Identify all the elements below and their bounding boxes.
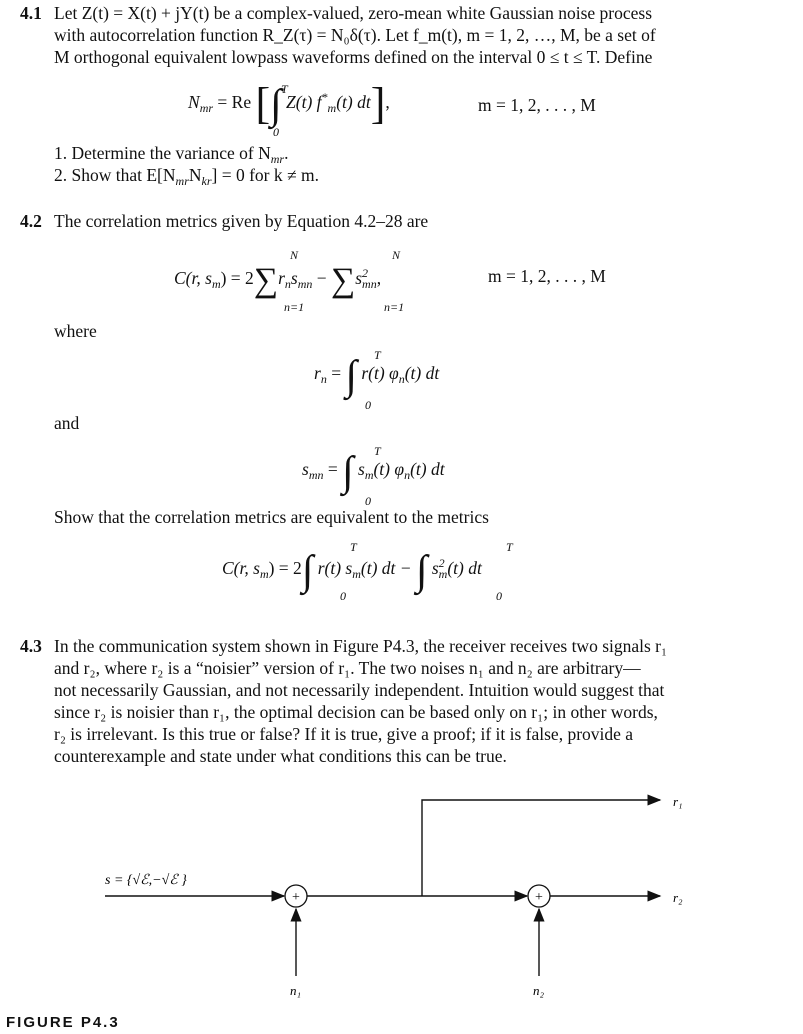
equation-nmr-range: m = 1, 2, . . . , M (478, 95, 596, 115)
problem-4-3-line4: since r₂ is noisier than r₁, the optimal decision can be based only on r₁; in other words, (54, 702, 658, 722)
noise-n1-label: n₁ (290, 983, 302, 998)
problem-4-1-item2: 2. Show that $E[N_{mr}N_{kr}] = 0$ for k ≠ m. (54, 165, 319, 188)
and-label: and (54, 413, 80, 433)
output-r1-label: r₁ (673, 794, 683, 809)
where-label: where (54, 321, 97, 341)
metric-integral2-lower: 0 (496, 589, 502, 603)
equation-metric-integral: C(r, $s_m) = 2\int$ r(t) $s_m(t)$ dt − ∫ $s^2_m(t)$ dt (222, 548, 482, 594)
problem-4-3-line3: not necessarily Gaussian, and not necessarily independent. Intuition would suggest that (54, 680, 665, 700)
problem-number-4-2: 4.2 (20, 211, 42, 231)
integral-lower-limit: 0 (273, 125, 279, 139)
problem-4-1-line1: Let Z(t) = X(t) + jY(t) be a complex-valued, zero-mean white Gaussian noise process (54, 3, 652, 23)
problem-4-2-intro: The correlation metrics given by Equation 4.2–28 are (54, 211, 429, 231)
rn-integral-upper: T (374, 348, 381, 362)
sum1-lower: n=1 (284, 300, 305, 314)
problem-4-1-text (54, 2, 754, 68)
smn-integral-lower: 0 (365, 494, 371, 508)
sum1-upper: N (290, 248, 299, 262)
problem-number-4-3: 4.3 (20, 636, 42, 656)
equation-smn: $s_{mn}$ = ∫ $s_m(t)$ $\varphi_n(t)$ dt (302, 449, 445, 495)
problem-4-2-show: Show that the correlation metrics are equivalent to the metrics (54, 507, 489, 527)
problem-4-1-line2: with autocorrelation function R_Z(τ) = N₀δ(τ). Let f_m(t), m = 1, 2, …, M, be a set of (54, 25, 656, 45)
adder-1-symbol: + (292, 890, 300, 905)
metric-integral1-lower: 0 (340, 589, 346, 603)
problem-4-1-line3: M orthogonal equivalent lowpass waveforms defined on the interval 0 ≤ t ≤ T. Define (54, 47, 653, 67)
problem-4-3-line2: and r₂, where r₂ is a “noisier” version of r₁. The two noises n₁ and n₂ are arbitrary— (54, 658, 641, 678)
adder-2-symbol: + (535, 890, 543, 905)
equation-rn: $r_n$ = ∫ r(t) $\varphi_n(t)$ dt (314, 353, 440, 399)
problem-number-4-1: 4.1 (20, 3, 42, 23)
problem-4-3-text (54, 635, 754, 767)
problem-4-3-line5: r₂ is irrelevant. Is this true or false? If it is true, give a proof; if it is false, provide a (54, 724, 634, 744)
equation-correlation-range: m = 1, 2, . . . , M (488, 266, 606, 286)
problem-4-1-item1: 1. Determine the variance of $N_{mr}$. (54, 143, 289, 166)
integral-upper-limit: T (281, 82, 288, 96)
metric-integral1-upper: T (350, 540, 357, 554)
equation-nmr: $N_{mr} = Re$ [∫ Z(t) $f^*_m(t)$ dt], (188, 79, 390, 128)
problem-4-3-line1: In the communication system shown in Figure P4.3, the receiver receives two signals r₁ (54, 636, 668, 656)
figure-p4-3-diagram (0, 780, 803, 1024)
output-r2-label: r₂ (673, 890, 683, 905)
metric-integral2-upper: T (506, 540, 513, 554)
sum2-upper: N (392, 248, 401, 262)
sum2-lower: n=1 (384, 300, 405, 314)
equation-correlation-metric: C(r, $s_m) = 2\sum r_ns_{mn} - \sum s^2_{mn}$, (174, 262, 382, 299)
figure-caption: FIGURE P4.3 (6, 1014, 120, 1031)
noise-n2-label: n₂ (533, 983, 545, 998)
rn-integral-lower: 0 (365, 398, 371, 412)
smn-integral-upper: T (374, 444, 381, 458)
problem-4-3-line6: counterexample and state under what conditions this can be true. (54, 746, 507, 766)
r1-output-line (422, 800, 660, 896)
signal-set-label: s = {√ℰ,−√ℰ } (105, 873, 187, 888)
